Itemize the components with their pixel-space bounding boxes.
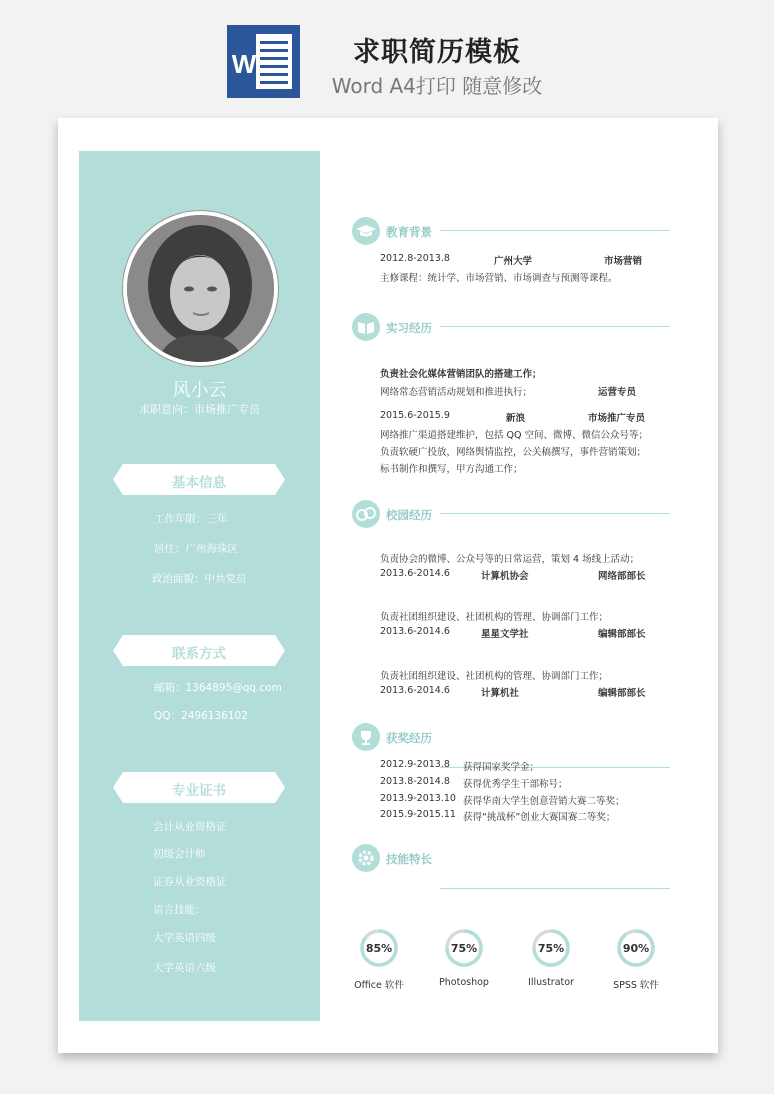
book-icon	[352, 313, 380, 341]
campus-duty: 负责社团组织建设、社团机构的管理、协调部门工作；	[380, 612, 609, 623]
internship-detail: 负责软硬广投放，网络舆情监控，公关稿撰写，事件营销策划；	[380, 447, 647, 458]
qq-number: QQ：2496136102	[154, 710, 248, 722]
group-icon	[352, 500, 380, 528]
cert-item: 大学英语四级	[153, 932, 216, 944]
page-banner	[0, 0, 774, 118]
awards-section-heading: 获奖经历	[352, 723, 672, 753]
skill-ring	[531, 928, 571, 968]
education-courses: 主修课程：统计学、市场营销、市场调查与预测等课程。	[380, 273, 618, 284]
skill-item	[339, 928, 419, 991]
banner-subtitle: Word A4打印 随意修改	[331, 74, 543, 98]
internship-detail: 标书制作和撰写，甲方沟通工作；	[380, 464, 523, 475]
internship-section-heading: 实习经历	[352, 313, 672, 343]
campus-duty: 负责协会的微博、公众号等的日常运营，策划 4 场线上活动；	[380, 554, 640, 565]
cert-item: 证券从业资格证	[153, 876, 227, 888]
resume-page: 风小云 求职意向：市场推广专员 基本信息 工作年限：三年 居住：广州海珠区 政治面貌：中共党员 联系方式 邮箱：1364895@qq.com QQ：2496136102 专业证书 会计从业资格证 初级会计师 证券从业资格证 语言技能： 大学英语四级 大学英语六级 教育背景 2012.8-2013.8 广州大学 市场营销 主修课程：统计学、市场营销、市场调查与预测等课程。 实习经历 负责社会化媒体营销团队的搭建工作； 网络常态营销活动规划和推进执行； 运营专员 2015.6-2015.9 新浪 市场推广专员 网络推广渠道搭建维护，包括 QQ 空间、微博、微信公众号等； 负责软硬广投放，网络舆情监控，公关稿撰写，事件营销策划； 标书制作和撰写，甲方沟通工作； 校园经历 负责协会的微博、公众号等的日常运营，策划 4 场线上活动； 2013.6-2014.6 计算机协会 网络部部长 负责社团组织建设、社团机构的管理、协调部门工作； 2013.6-2014.6 星星文学社 编辑部部长 负责社团组织建设、社团机构的管理、协调部门工作； 2013.6-2014.6 计算机社 编辑部部长 获奖经历 2012.9-2013.8 获得国家奖学金； 2013.8-2014.8 获得优秀学生干部称号； 2013.9-2013.10 获得华南大学生创意营销大赛二等奖； 2015.9-2015.11 获得“挑战杯”创业大赛国赛二等奖； 技能特长 85% Office 软件 75% Photoshop 75% Illustrator 90% SPSS 软件	[58, 118, 718, 1053]
skill-item	[596, 928, 676, 991]
skill-percent: 75%	[537, 942, 565, 955]
skill-item	[424, 928, 504, 988]
internship-duty: 负责社会化媒体营销团队的搭建工作；	[380, 369, 542, 380]
political-status: 政治面貌：中共党员	[152, 573, 247, 585]
skill-ring	[359, 928, 399, 968]
campus-duty: 负责社团组织建设、社团机构的管理、协调部门工作；	[380, 671, 609, 682]
certificates-heading: 专业证书	[113, 772, 285, 803]
cert-item: 会计从业资格证	[153, 821, 227, 833]
skill-label: Photoshop	[439, 977, 489, 988]
word-logo-letter: W	[231, 49, 257, 79]
skill-percent: 85%	[365, 942, 393, 955]
skill-item	[511, 928, 591, 988]
skill-percent: 90%	[622, 942, 650, 955]
skill-label: Illustrator	[528, 977, 574, 988]
work-years: 工作年限：三年	[154, 513, 228, 525]
skills-section-heading: 技能特长	[352, 844, 672, 874]
gear-icon	[352, 844, 380, 872]
internship-detail: 网络推广渠道搭建维护，包括 QQ 空间、微博、微信公众号等；	[380, 430, 648, 441]
basic-info-heading: 基本信息	[113, 464, 285, 495]
graduation-cap-icon	[352, 217, 380, 245]
job-intent: 求职意向：市场推广专员	[139, 403, 260, 416]
skill-label: Office 软件	[354, 980, 404, 991]
skills-divider	[440, 888, 670, 889]
profile-photo	[123, 211, 278, 366]
residence: 居住：广州海珠区	[154, 543, 238, 555]
trophy-icon	[352, 723, 380, 751]
skill-ring	[616, 928, 656, 968]
resume-sidebar	[79, 151, 320, 1021]
skill-label: SPSS 软件	[613, 980, 659, 991]
email: 邮箱：1364895@qq.com	[154, 682, 282, 694]
cert-item: 初级会计师	[153, 848, 206, 860]
skill-ring	[444, 928, 484, 968]
contact-heading: 联系方式	[113, 635, 285, 666]
education-section-heading: 教育背景	[352, 217, 672, 247]
cert-item: 大学英语六级	[153, 962, 216, 974]
campus-section-heading: 校园经历	[352, 500, 672, 530]
skill-percent: 75%	[450, 942, 478, 955]
language-label: 语言技能：	[153, 904, 206, 916]
banner-title: 求职简历模板	[353, 37, 521, 68]
word-logo-icon	[227, 25, 300, 98]
candidate-name: 风小云	[172, 380, 227, 401]
